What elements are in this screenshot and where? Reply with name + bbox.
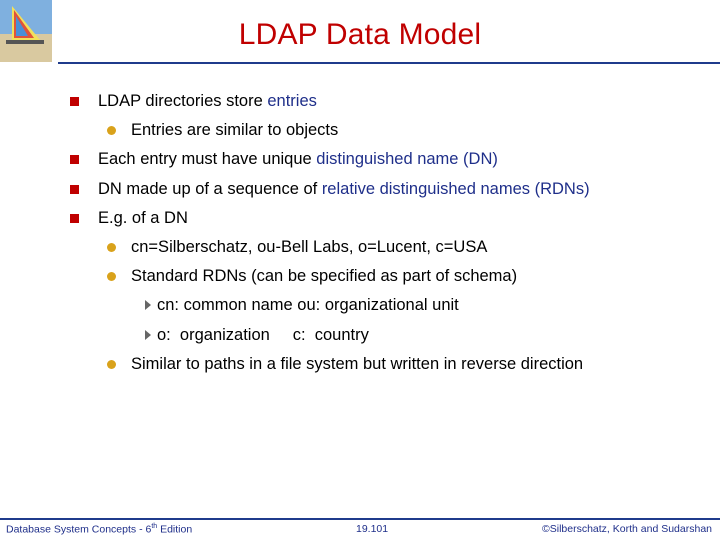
footer-copyright: ©Silberschatz, Korth and Sudarshan — [542, 523, 712, 535]
title-divider — [58, 62, 720, 64]
bullet-entries — [98, 92, 317, 111]
footer-book-title — [6, 523, 192, 536]
bullet-text: LDAP directories store — [98, 92, 268, 110]
square-bullet-icon — [70, 185, 79, 194]
square-bullet-icon — [70, 97, 79, 106]
bullet-text: Each entry must have unique — [98, 150, 317, 168]
dot-bullet-icon — [107, 126, 116, 135]
slide-title: LDAP Data Model — [238, 18, 482, 51]
footer-book-text: Database System Concepts - 6 — [6, 523, 152, 536]
bullet-entries-objects: Entries are similar to objects — [131, 121, 339, 139]
bullet-rdns — [98, 180, 590, 199]
bullet-dn-string: cn=Silberschatz, ou-Bell Labs, o=Lucent, c=USA — [131, 238, 488, 256]
dot-bullet-icon — [107, 243, 116, 252]
footer-divider — [0, 518, 720, 520]
highlight-term: entries — [267, 92, 317, 110]
square-bullet-icon — [70, 214, 79, 223]
bullet-cn-ou: cn: common name ou: organizational unit — [157, 296, 459, 314]
triangle-bullet-icon — [145, 300, 151, 310]
bullet-text: DN made up of a sequence of — [98, 180, 322, 198]
footer-book-suffix: Edition — [157, 523, 193, 536]
bullet-reverse-paths: Similar to paths in a file system but written in reverse direction — [131, 355, 584, 373]
bullet-dn-example: E.g. of a DN — [98, 209, 188, 227]
triangle-bullet-icon — [145, 330, 151, 340]
bullet-standard-rdns: Standard RDNs (can be specified as part of schema) — [131, 267, 518, 285]
bullet-unique-dn — [98, 150, 498, 169]
square-bullet-icon — [70, 155, 79, 164]
dot-bullet-icon — [107, 360, 116, 369]
highlight-term: distinguished name (DN) — [316, 150, 498, 168]
footer-page-number: 19.101 — [356, 523, 389, 535]
footer-sup: th — [151, 523, 158, 530]
dot-bullet-icon — [107, 272, 116, 281]
bullet-o-c: o: organization c: country — [157, 326, 369, 344]
highlight-term: relative distinguished names (RDNs) — [321, 180, 590, 198]
